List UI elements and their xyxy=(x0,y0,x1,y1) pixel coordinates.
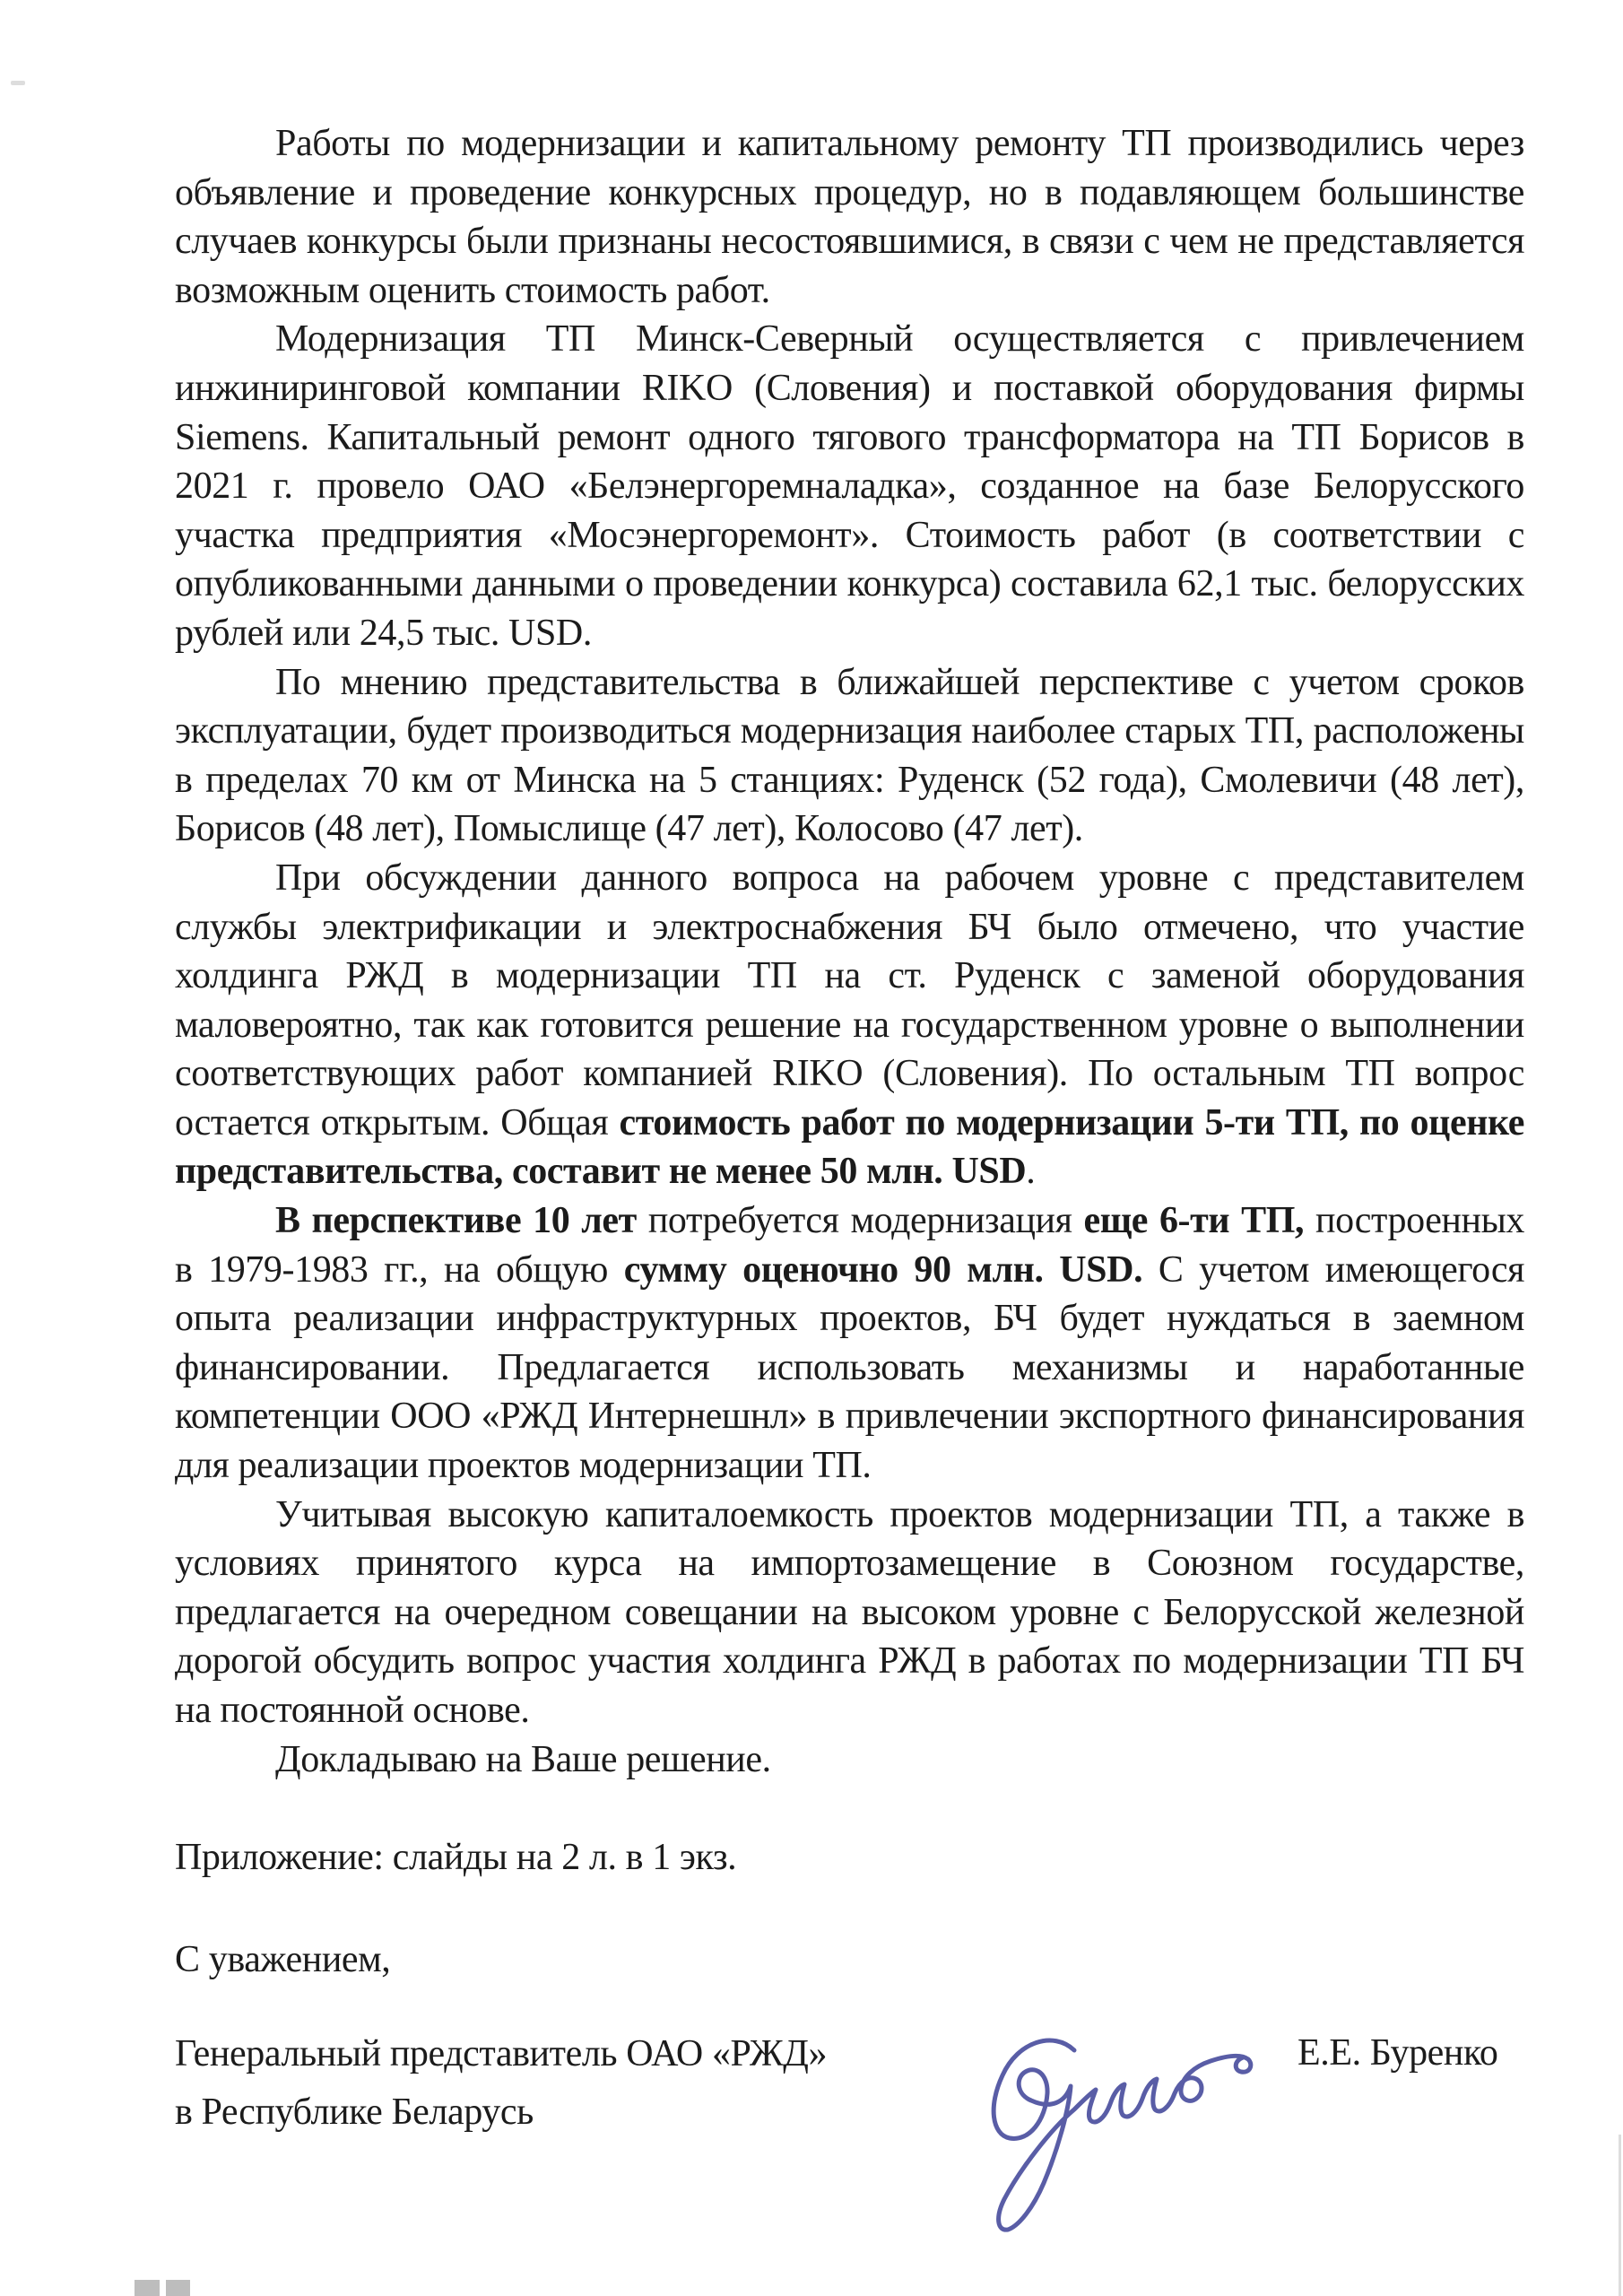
text-run: По мнению представительства в ближайшей перспективе с учетом сроков эксплуатации, будет производиться модернизация наиболее старых ТП, расположены в пределах 70 км от Минска на 5 станциях: Руденск (52 года), Смолевичи (48 лет), Борисов (48 лет), Помыслище (47 лет), Колосово (47 лет). xyxy=(175,661,1524,850)
signer-title-line1: Генеральный представитель ОАО «РЖД» xyxy=(175,2033,828,2074)
text-run: Модернизация ТП Минск-Северный осуществляется с привлечением инжиниринговой компании RIKO (Словения) и поставкой оборудования фирмы Siemens. Капитальный ремонт одного тягового трансформатора на ТП Борисов в 2021 г. провело ОАО «Белэнергоремналадка», созданное на базе Белорусского участка предприятия «Мосэнергоремонт». Стоимость работ (в соответствии с опубликованными данными о проведении конкурса) составила 62,1 тыс. белорусских рублей или 24,5 тыс. USD. xyxy=(175,318,1524,654)
bold-text-run: сумму оценочно 90 млн. USD. xyxy=(623,1248,1143,1291)
paragraph xyxy=(175,854,1524,1196)
closing-line: С уважением, xyxy=(175,1939,391,1980)
signer-title-line2: в Республике Беларусь xyxy=(175,2092,534,2133)
signer-title xyxy=(175,2025,910,2142)
paragraph xyxy=(175,119,1524,315)
paragraph xyxy=(175,1735,1524,1785)
text-run: Докладываю на Ваше решение. xyxy=(275,1738,771,1780)
paragraph xyxy=(175,315,1524,657)
paragraph xyxy=(175,658,1524,854)
attachment-line: Приложение: слайды на 2 л. в 1 экз. xyxy=(175,1837,737,1878)
scan-artifact-bottom xyxy=(135,2280,190,2296)
text-run: Работы по модернизации и капитальному ремонту ТП производились через объявление и проведение конкурсных процедур, но в подавляющем большинстве случаев конкурсы были признаны несостоявшимися, в связи с чем не представляется возможным оценить стоимость работ. xyxy=(175,123,1524,311)
bold-text-run: В перспективе 10 лет xyxy=(275,1200,637,1242)
scan-artifact-top xyxy=(11,81,25,85)
paragraph xyxy=(175,1196,1524,1491)
text-run: С учетом имеющегося опыта реализации инфраструктурных проектов, БЧ будет нуждаться в заемном финансировании. Предлагается использовать механизмы и наработанные компетенции ООО «РЖД Интернешнл» в привлечении экспортного финансирования для реализации проектов модернизации ТП. xyxy=(175,1248,1524,1487)
letter-body xyxy=(175,119,1524,1784)
text-run: . xyxy=(1026,1151,1036,1193)
text-run: Учитывая высокую капиталоемкость проектов модернизации ТП, а также в условиях принятого курса на импортозамещение в Союзном государстве, предлагается на очередном совещании на высоком уровне с Белорусской железной дорогой обсудить вопрос участия холдинга РЖД в работах по модернизации ТП БЧ на постоянной основе. xyxy=(175,1493,1524,1731)
paragraph xyxy=(175,1491,1524,1735)
text-run: При обсуждении данного вопроса на рабочем уровне с представителем службы электрификации и электроснабжения БЧ было отмечено, что участие холдинга РЖД в модернизации ТП на ст. Руденск с заменой оборудования маловероятно, так как готовится решение на государственном уровне о выполнении соответствующих работ компанией RIKO (Словения). По остальным ТП вопрос остается открытым. Общая xyxy=(175,857,1524,1144)
scan-artifact-right-edge xyxy=(1619,2135,1621,2296)
text-run: потребуется модернизация xyxy=(636,1200,1084,1242)
bold-text-run: стоимость работ по модернизации 5-ти ТП, по оценке представительства, составит не менее 50 млн. USD xyxy=(175,1101,1524,1193)
signature-image xyxy=(968,2023,1273,2257)
text-run: построенных в 1979-1983 гг., на общую xyxy=(175,1200,1525,1291)
bold-text-run: еще 6-ти ТП, xyxy=(1083,1200,1305,1242)
signer-name: Е.Е. Буренко xyxy=(1298,2032,1498,2074)
